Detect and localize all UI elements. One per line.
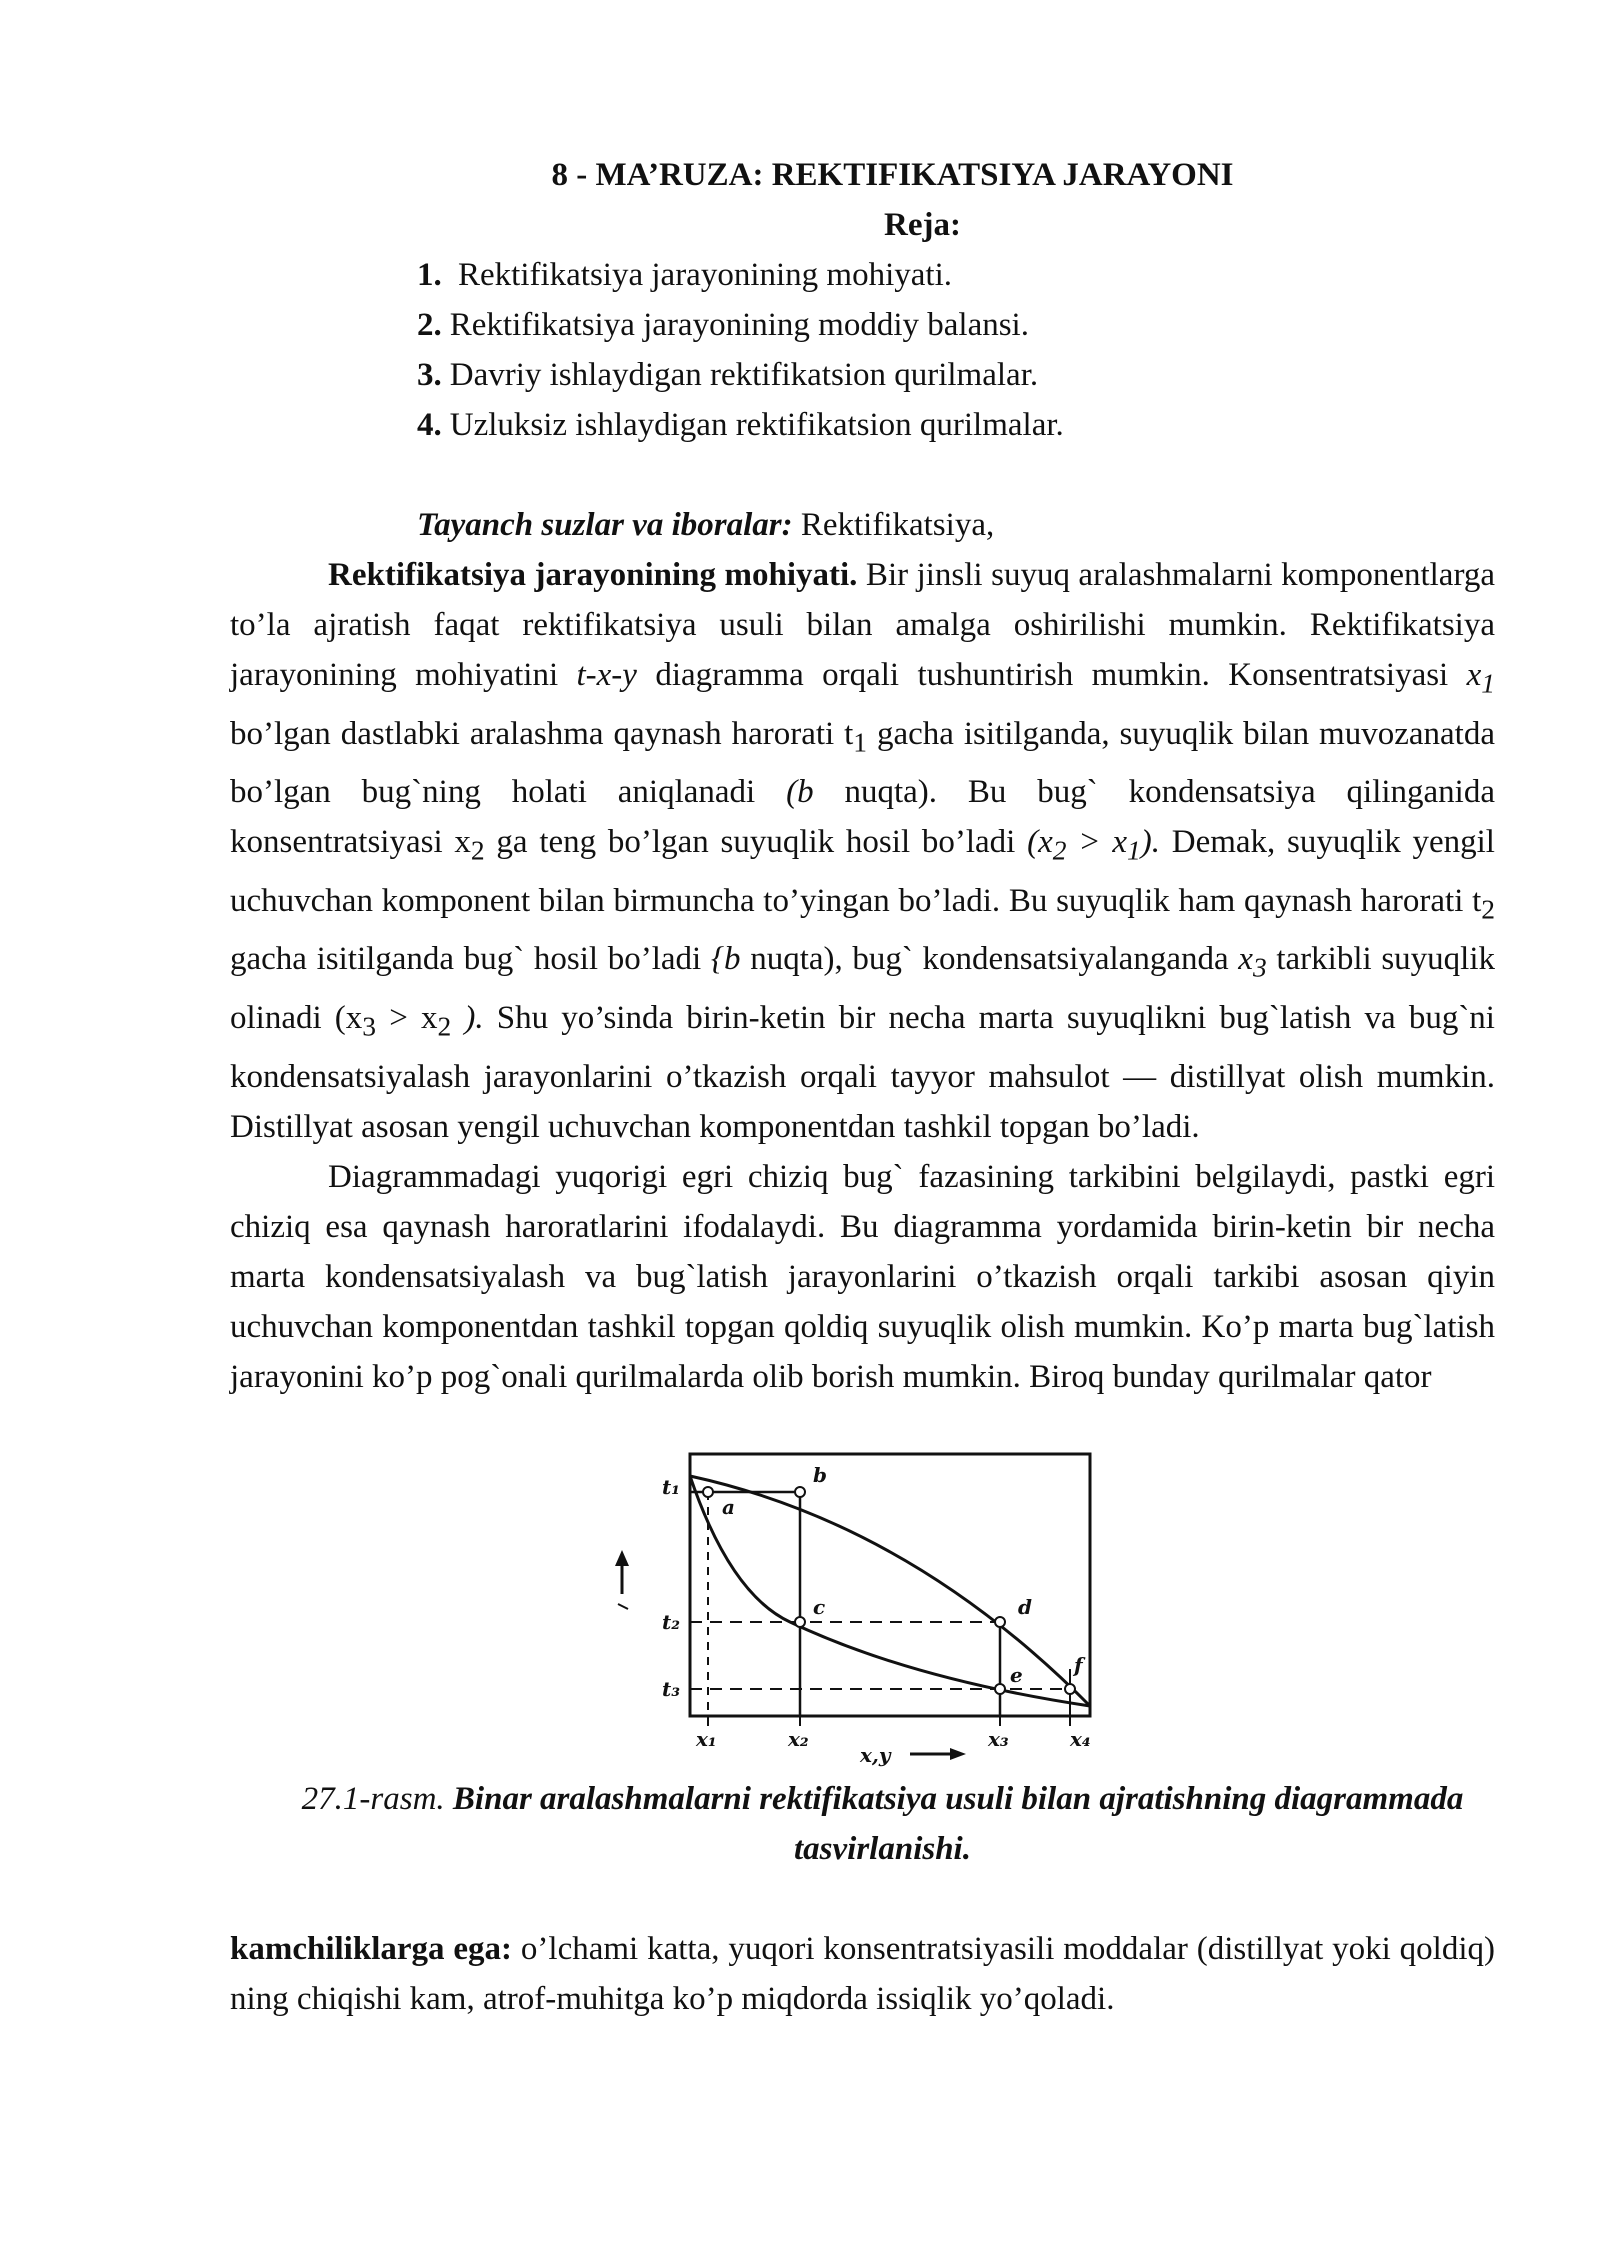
- paragraph-diagram: Diagrammadagi yuqorigi egri chiziq bug` fazasining tarkibini belgilaydi, pastki egri chiziq esa qaynash haroratlarini ifodalaydi. Bu diagramma yordamida birin-ketin bir necha marta kondensatsiyalash va bug`latish jarayonlarini o’tkazish orqali tarkibi asosan qiyin uchuvchan komponentdan tashkil topgan qoldiq suyuqlik olish mumkin. Ko’p marta bug`latish jarayonini ko’p pog`onali qurilmalarda olib borish mumkin. Biroq bunday qurilmalar qator: [230, 1158, 1495, 1395]
- plan-item: 1. Rektifikatsiya jarayonining mohiyati.: [417, 257, 952, 293]
- keywords-line: [230, 500, 1495, 550]
- liquid-curve: [690, 1476, 1090, 1706]
- label-x2: x₂: [788, 1726, 809, 1751]
- point-a: [703, 1487, 713, 1497]
- document-page: [230, 150, 1495, 2024]
- paragraph-drawbacks: [230, 1924, 1495, 2024]
- label-f: f: [1074, 1652, 1083, 1677]
- caption-prefix: 27.1-rasm.: [301, 1780, 445, 1817]
- point-f: [1065, 1684, 1075, 1694]
- section-lead: Rektifikatsiya jarayonining mohiyati.: [328, 557, 858, 593]
- plan-item: 3. Davriy ishlaydigan rektifikatsion qurilmalar.: [417, 357, 1039, 393]
- paragraph-essence: Rektifikatsiya jarayonining mohiyati. Bir jinsli suyuq aralashmalarni komponentlarga to’la ajratish faqat rektifikatsiya usuli bilan amalga oshirilishi mumkin. Rektifikatsiya jarayonining mohiyatini t-x-y diagramma orqali tushuntirish mumkin. Konsentratsiyasi $x_1$ bo’lgan dastlabki aralashma qaynash harorati $t_1$ gacha isitilganda, suyuqlik bilan muvozanatda bo’lgan bug`ning holati aniqlanadi (b nuqta). Bu bug` kondensatsiya qilinganida konsentratsiyasi $x_2$ ga teng bo’lgan suyuqlik hosil bo’ladi $(x_2 > x_1)$. Demak, suyuqlik yengil uchuvchan komponent bilan birmuncha to’yingan bo’ladi. Bu suyuqlik ham qaynash harorati $t_2$ gacha isitilganda bug` hosil bo’ladi {b nuqta), bug` kondensatsiyalanganda $x_3$ tarkibli suyuqlik olinadi ($x_3 > x_2$ ). Shu yo’sinda birin-ketin bir necha marta suyuqlikni bug`latish va bug`ni kondensatsiyalash jarayonlarini o’tkazish orqali tayyor mahsulot — distillyat olish mumkin. Distillyat asosan yengil uchuvchan komponentdan tashkil topgan bo’ladi.: [230, 557, 1496, 1145]
- diagram-svg: [610, 1444, 1130, 1774]
- label-x1: x₁: [696, 1726, 717, 1751]
- label-a: a: [722, 1494, 735, 1519]
- drawbacks-lead: kamchiliklarga ega:: [230, 1930, 513, 1967]
- keywords-label: Tayanch suzlar va iboralar:: [417, 507, 793, 543]
- label-c: c: [813, 1594, 826, 1619]
- caption-text: Binar aralashmalarni rektifikatsiya usuli bilan ajratishning diagrammada tasvirlanishi.: [444, 1780, 1464, 1867]
- drawbacks-text: o’lchami katta, yuqori konsentratsiyasili moddalar (distillyat yoki qoldiq) ning chiqishi kam, atrof-muhitga ko’p miqdorda issiqlik yo’qoladi.: [230, 1930, 1496, 2017]
- plan-list: [230, 250, 1495, 450]
- label-d: d: [1018, 1594, 1032, 1619]
- label-x3: x₃: [988, 1726, 1009, 1751]
- point-e: [995, 1684, 1005, 1694]
- txy-diagram: [230, 1444, 1495, 1774]
- label-t2: t₂: [662, 1609, 680, 1634]
- point-c: [795, 1617, 805, 1627]
- plan-heading: Reja:: [884, 207, 961, 243]
- point-d: [995, 1617, 1005, 1627]
- plan-item: 4. Uzluksiz ishlaydigan rektifikatsion qurilmalar.: [417, 407, 1064, 443]
- label-xy: x,y: [860, 1742, 891, 1767]
- label-x4: x₄: [1070, 1726, 1091, 1751]
- plan-item: 2. Rektifikatsiya jarayonining moddiy balansi.: [417, 307, 1029, 343]
- label-t3: t₃: [662, 1676, 680, 1701]
- lecture-title: 8 - MA’RUZA: REKTIFIKATSIYA JARAYONI: [551, 157, 1234, 193]
- keywords-text: Rektifikatsiya,: [792, 507, 995, 543]
- label-e: e: [1010, 1662, 1023, 1687]
- label-t1: t₁: [662, 1474, 680, 1499]
- point-b: [795, 1487, 805, 1497]
- figure-caption: [230, 1774, 1495, 1874]
- label-b: b: [813, 1462, 827, 1487]
